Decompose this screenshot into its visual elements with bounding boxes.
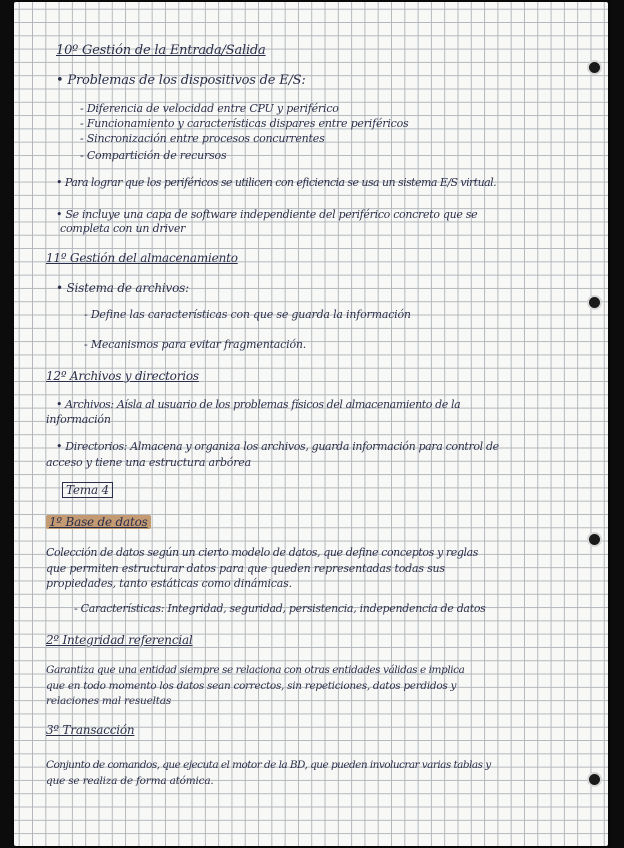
section-heading: [46, 516, 151, 529]
bullet-line: • Sistema de archivos:: [56, 281, 189, 295]
section-heading: 3º Transacción: [46, 723, 135, 737]
notebook-page: [14, 2, 608, 846]
topic-title-box: Tema 4: [62, 482, 113, 498]
text-line: relaciones mal resueltas: [46, 695, 172, 707]
text-line: Conjunto de comandos, que ejecuta el motor de la BD, que pueden involucrar varias tablas y: [46, 759, 491, 771]
section-heading: 12º Archivos y directorios: [46, 369, 199, 383]
text-line: completa con un driver: [60, 222, 186, 235]
binder-hole-icon: [587, 772, 602, 787]
sub-item: - Mecanismos para evitar fragmentación.: [84, 338, 307, 351]
sub-item: - Define las características con que se guarda la información: [84, 308, 411, 321]
sub-item: - Diferencia de velocidad entre CPU y periférico: [80, 102, 339, 115]
bullet-line: • Para lograr que los periféricos se utilicen con eficiencia se usa un sistema E/S virtual.: [56, 176, 497, 189]
highlighted-heading: 1º Base de datos: [46, 515, 151, 529]
sub-item: - Compartición de recursos: [80, 149, 227, 162]
bullet-line: • Directorios: Almacena y organiza los archivos, guarda información para control de: [56, 440, 499, 453]
text-line: Garantiza que una entidad siempre se relaciona con otras entidades válidas e implica: [46, 664, 465, 676]
text-line: propiedades, tanto estáticas como dinámicas.: [46, 577, 292, 590]
sub-item: - Características: Integridad, seguridad, persistencia, independencia de datos: [74, 602, 486, 615]
sub-item: - Sincronización entre procesos concurrentes: [80, 132, 325, 145]
text-line: Colección de datos según un cierto modelo de datos, que define conceptos y reglas: [46, 546, 478, 559]
bullet-line: • Se incluye una capa de software independiente del periférico concreto que se: [56, 208, 478, 221]
text-line: información: [46, 413, 111, 426]
bullet-line: • Archivos: Aísla al usuario de los problemas físicos del almacenamiento de la: [56, 398, 461, 411]
topic-title: [62, 484, 113, 497]
text-line: que en todo momento los datos sean correctos, sin repeticiones, datos perdidos y: [46, 680, 457, 692]
text-line: que se realiza de forma atómica.: [46, 775, 214, 787]
binder-hole-icon: [587, 532, 602, 547]
bullet-line: • Problemas de los dispositivos de E/S:: [56, 73, 306, 88]
section-heading: 2º Integridad referencial: [46, 633, 193, 647]
section-heading: 10º Gestión de la Entrada/Salida: [56, 43, 266, 58]
text-line: que permiten estructurar datos para que queden representadas todas sus: [46, 562, 445, 575]
binder-hole-icon: [587, 60, 602, 75]
section-heading: 11º Gestión del almacenamiento: [46, 251, 238, 265]
text-line: acceso y tiene una estructura arbórea: [46, 456, 251, 469]
binder-hole-icon: [587, 295, 602, 310]
sub-item: - Funcionamiento y características dispares entre periféricos: [80, 117, 409, 130]
